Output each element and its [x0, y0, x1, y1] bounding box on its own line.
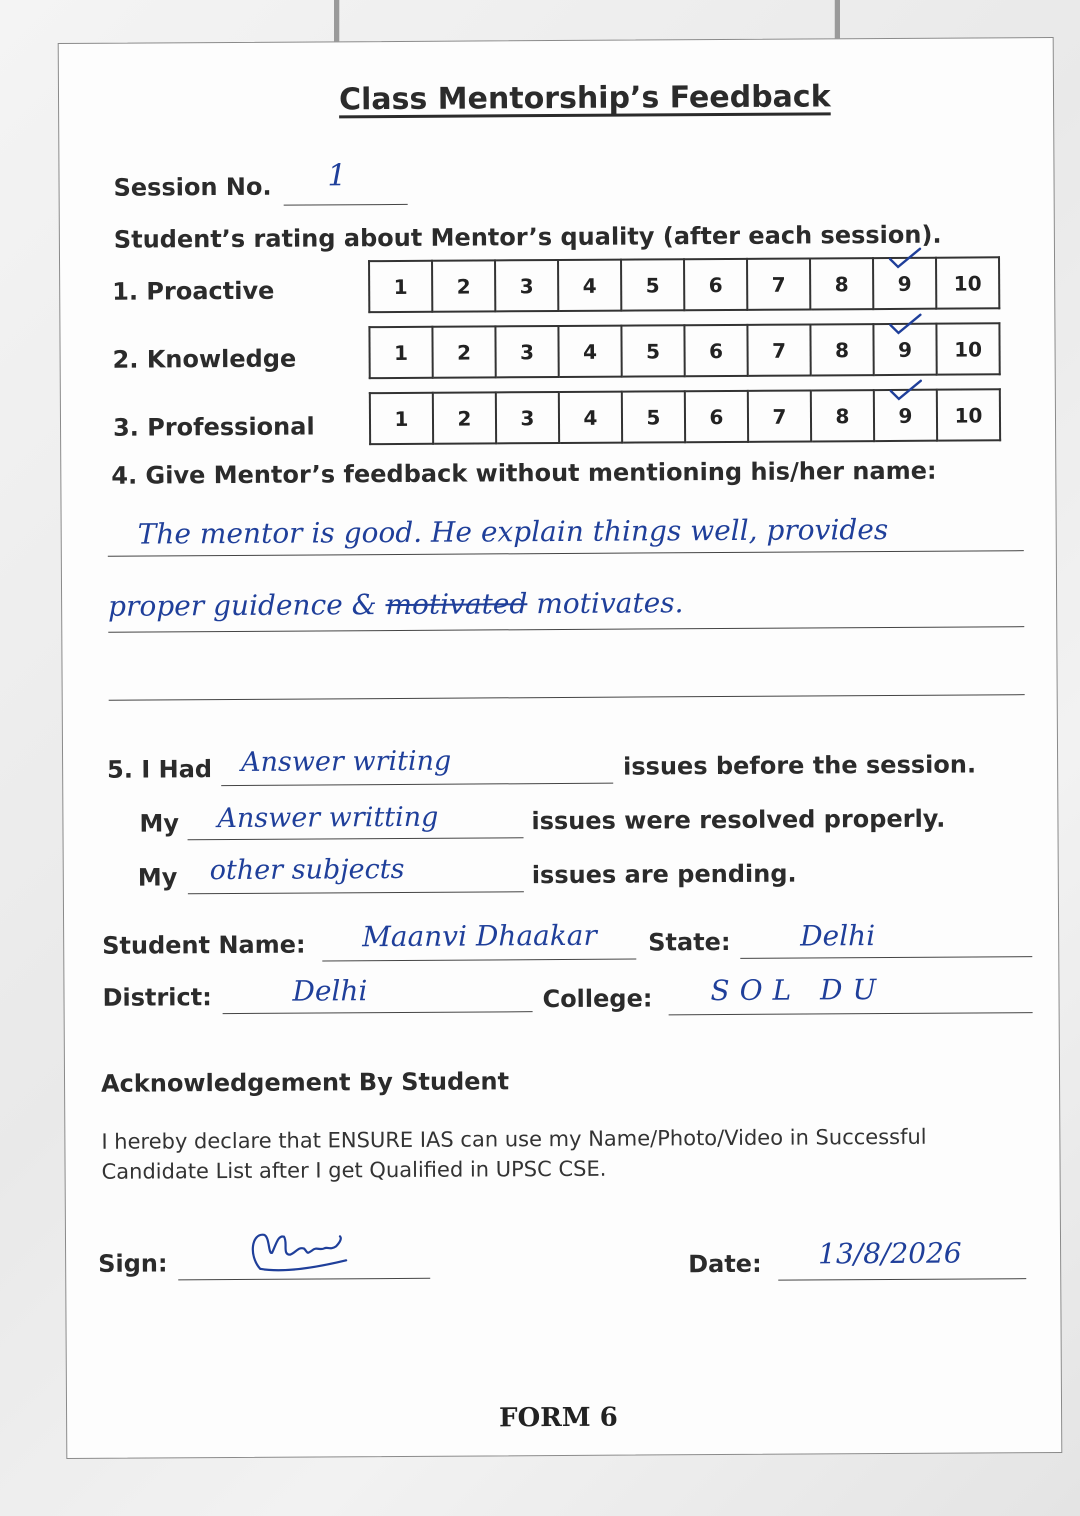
- rating-cell-value: 1: [394, 406, 409, 431]
- checkmark-icon: [888, 313, 922, 337]
- issues-had-value: Answer writing: [240, 745, 452, 778]
- feedback-line-2-start: proper guidence &: [108, 588, 377, 623]
- state-value: Delhi: [800, 919, 876, 953]
- rating-cell[interactable]: [433, 392, 496, 443]
- form-number: FORM 6: [499, 1402, 618, 1434]
- feedback-label: 4. Give Mentor’s feedback without mentioning his/her name:: [111, 456, 937, 490]
- issues-resolved-prefix: My: [139, 809, 180, 838]
- rating-cell[interactable]: [370, 393, 433, 444]
- issues-pending-value: other subjects: [209, 853, 405, 887]
- signature-scribble: [242, 1224, 362, 1277]
- acknowledgement-line-1: I hereby declare that ENSURE IAS can use my Name/Photo/Video in Successful: [101, 1124, 927, 1154]
- rating-cell-value: 4: [583, 339, 598, 364]
- college-value: SOL DU: [710, 973, 887, 1008]
- session-value: 1: [327, 158, 347, 194]
- rating-cell[interactable]: [684, 259, 747, 310]
- rating-cell-value: 8: [835, 403, 850, 428]
- college-underline: [669, 1012, 1033, 1015]
- state-underline: [740, 956, 1032, 959]
- feedback-line-1: The mentor is good. He explain things well, provides: [137, 512, 889, 551]
- session-underline: [284, 204, 408, 206]
- rating-cell-value: 10: [954, 336, 983, 362]
- rating-cell-value: 4: [582, 273, 597, 298]
- feedback-line-2-end: motivates.: [536, 586, 684, 621]
- rating-cell-value: 3: [520, 405, 535, 430]
- rating-cell[interactable]: [747, 324, 810, 375]
- rating-cell-selected[interactable]: [873, 258, 936, 309]
- rating-table-professional: [369, 388, 1001, 445]
- acknowledgement-line-2: Candidate List after I get Qualified in UPSC CSE.: [101, 1156, 607, 1184]
- rating-cell-selected[interactable]: [873, 324, 936, 375]
- feedback-form-sheet: [58, 37, 1063, 1459]
- rating-cell[interactable]: [558, 326, 621, 377]
- issues-had-suffix: issues before the session.: [623, 750, 977, 781]
- rating-cell[interactable]: [559, 392, 622, 443]
- district-underline: [223, 1011, 533, 1014]
- feedback-line-2: [108, 586, 684, 623]
- rating-cell[interactable]: [936, 323, 999, 374]
- checkmark-icon: [889, 379, 923, 403]
- sign-label: Sign:: [98, 1249, 168, 1278]
- rating-cell[interactable]: [558, 260, 621, 311]
- rating-cell-value: 5: [646, 404, 661, 429]
- rating-label-professional: 3. Professional: [112, 412, 315, 442]
- rating-table-proactive: [368, 256, 1000, 313]
- rating-intro: Student’s rating about Mentor’s quality (after each session).: [113, 220, 942, 254]
- rating-label-knowledge: 2. Knowledge: [112, 344, 297, 374]
- rating-cell-selected[interactable]: [874, 390, 937, 441]
- rating-cell[interactable]: [432, 326, 495, 377]
- rating-cell[interactable]: [810, 324, 873, 375]
- date-label: Date:: [688, 1249, 762, 1279]
- rating-cell[interactable]: [685, 391, 748, 442]
- rating-cell-value: 3: [519, 273, 534, 298]
- college-label: College:: [542, 984, 653, 1014]
- acknowledgement-heading: Acknowledgement By Student: [100, 1067, 510, 1098]
- rating-cell[interactable]: [684, 325, 747, 376]
- rating-cell[interactable]: [496, 392, 559, 443]
- student-name-value: Maanvi Dhaakar: [362, 918, 597, 954]
- rating-cell-value: 5: [645, 272, 660, 297]
- rating-cell-value: 9: [897, 271, 912, 296]
- rating-cell[interactable]: [432, 260, 495, 311]
- form-title: Class Mentorship’s Feedback: [338, 79, 831, 118]
- issues-resolved-suffix: issues were resolved properly.: [531, 804, 946, 836]
- rating-cell-value: 7: [772, 404, 787, 429]
- rating-cell-value: 7: [772, 338, 787, 363]
- rating-cell-value: 4: [583, 405, 598, 430]
- rating-cell[interactable]: [369, 261, 432, 312]
- issues-pending-underline: [188, 891, 524, 894]
- rating-cell-value: 9: [898, 337, 913, 362]
- rating-cell-value: 6: [709, 404, 724, 429]
- rating-label-proactive: 1. Proactive: [112, 276, 275, 306]
- rating-cell-value: 2: [457, 406, 472, 431]
- feedback-underline-3: [109, 694, 1025, 701]
- district-value: Delhi: [292, 974, 368, 1008]
- rating-cell[interactable]: [936, 257, 999, 308]
- rating-cell-value: 2: [457, 340, 472, 365]
- rating-cell-value: 10: [953, 270, 982, 296]
- rating-cell-value: 6: [708, 272, 723, 297]
- session-label: Session No.: [113, 172, 272, 202]
- feedback-struck-word: motivated: [385, 587, 528, 622]
- rating-cell-value: 8: [834, 271, 849, 296]
- issues-had-prefix: 5. I Had: [107, 755, 213, 784]
- rating-cell[interactable]: [369, 327, 432, 378]
- rating-cell[interactable]: [622, 391, 685, 442]
- feedback-underline-1: [108, 550, 1024, 557]
- rating-cell[interactable]: [747, 258, 810, 309]
- district-label: District:: [102, 983, 212, 1012]
- rating-cell-value: 6: [709, 338, 724, 363]
- rating-cell[interactable]: [937, 389, 1000, 440]
- rating-cell-value: 1: [393, 274, 408, 299]
- feedback-underline-2: [108, 626, 1024, 633]
- rating-cell-value: 9: [898, 403, 913, 428]
- rating-cell[interactable]: [621, 325, 684, 376]
- rating-cell[interactable]: [810, 258, 873, 309]
- rating-cell-value: 3: [520, 339, 535, 364]
- date-underline: [778, 1278, 1026, 1281]
- issues-pending-prefix: My: [137, 863, 178, 892]
- rating-cell[interactable]: [495, 326, 558, 377]
- issues-pending-suffix: issues are pending.: [531, 859, 797, 890]
- rating-cell-value: 2: [456, 274, 471, 299]
- rating-cell-value: 5: [646, 338, 661, 363]
- rating-cell-value: 1: [394, 340, 409, 365]
- issues-resolved-value: Answer writting: [217, 801, 439, 835]
- rating-cell[interactable]: [748, 390, 811, 441]
- rating-cell[interactable]: [495, 260, 558, 311]
- checkmark-icon: [888, 247, 922, 271]
- rating-cell[interactable]: [811, 390, 874, 441]
- sign-underline: [178, 1278, 430, 1281]
- issues-had-underline: [221, 783, 613, 786]
- rating-table-knowledge: [368, 322, 1000, 379]
- student-name-underline: [322, 959, 636, 962]
- rating-cell[interactable]: [621, 259, 684, 310]
- rating-cell-value: 8: [835, 337, 850, 362]
- date-value: 13/8/2026: [817, 1236, 962, 1271]
- issues-resolved-underline: [188, 837, 524, 840]
- state-label: State:: [648, 927, 731, 957]
- student-name-label: Student Name:: [102, 930, 306, 960]
- rating-cell-value: 7: [771, 272, 786, 297]
- rating-cell-value: 10: [954, 402, 983, 428]
